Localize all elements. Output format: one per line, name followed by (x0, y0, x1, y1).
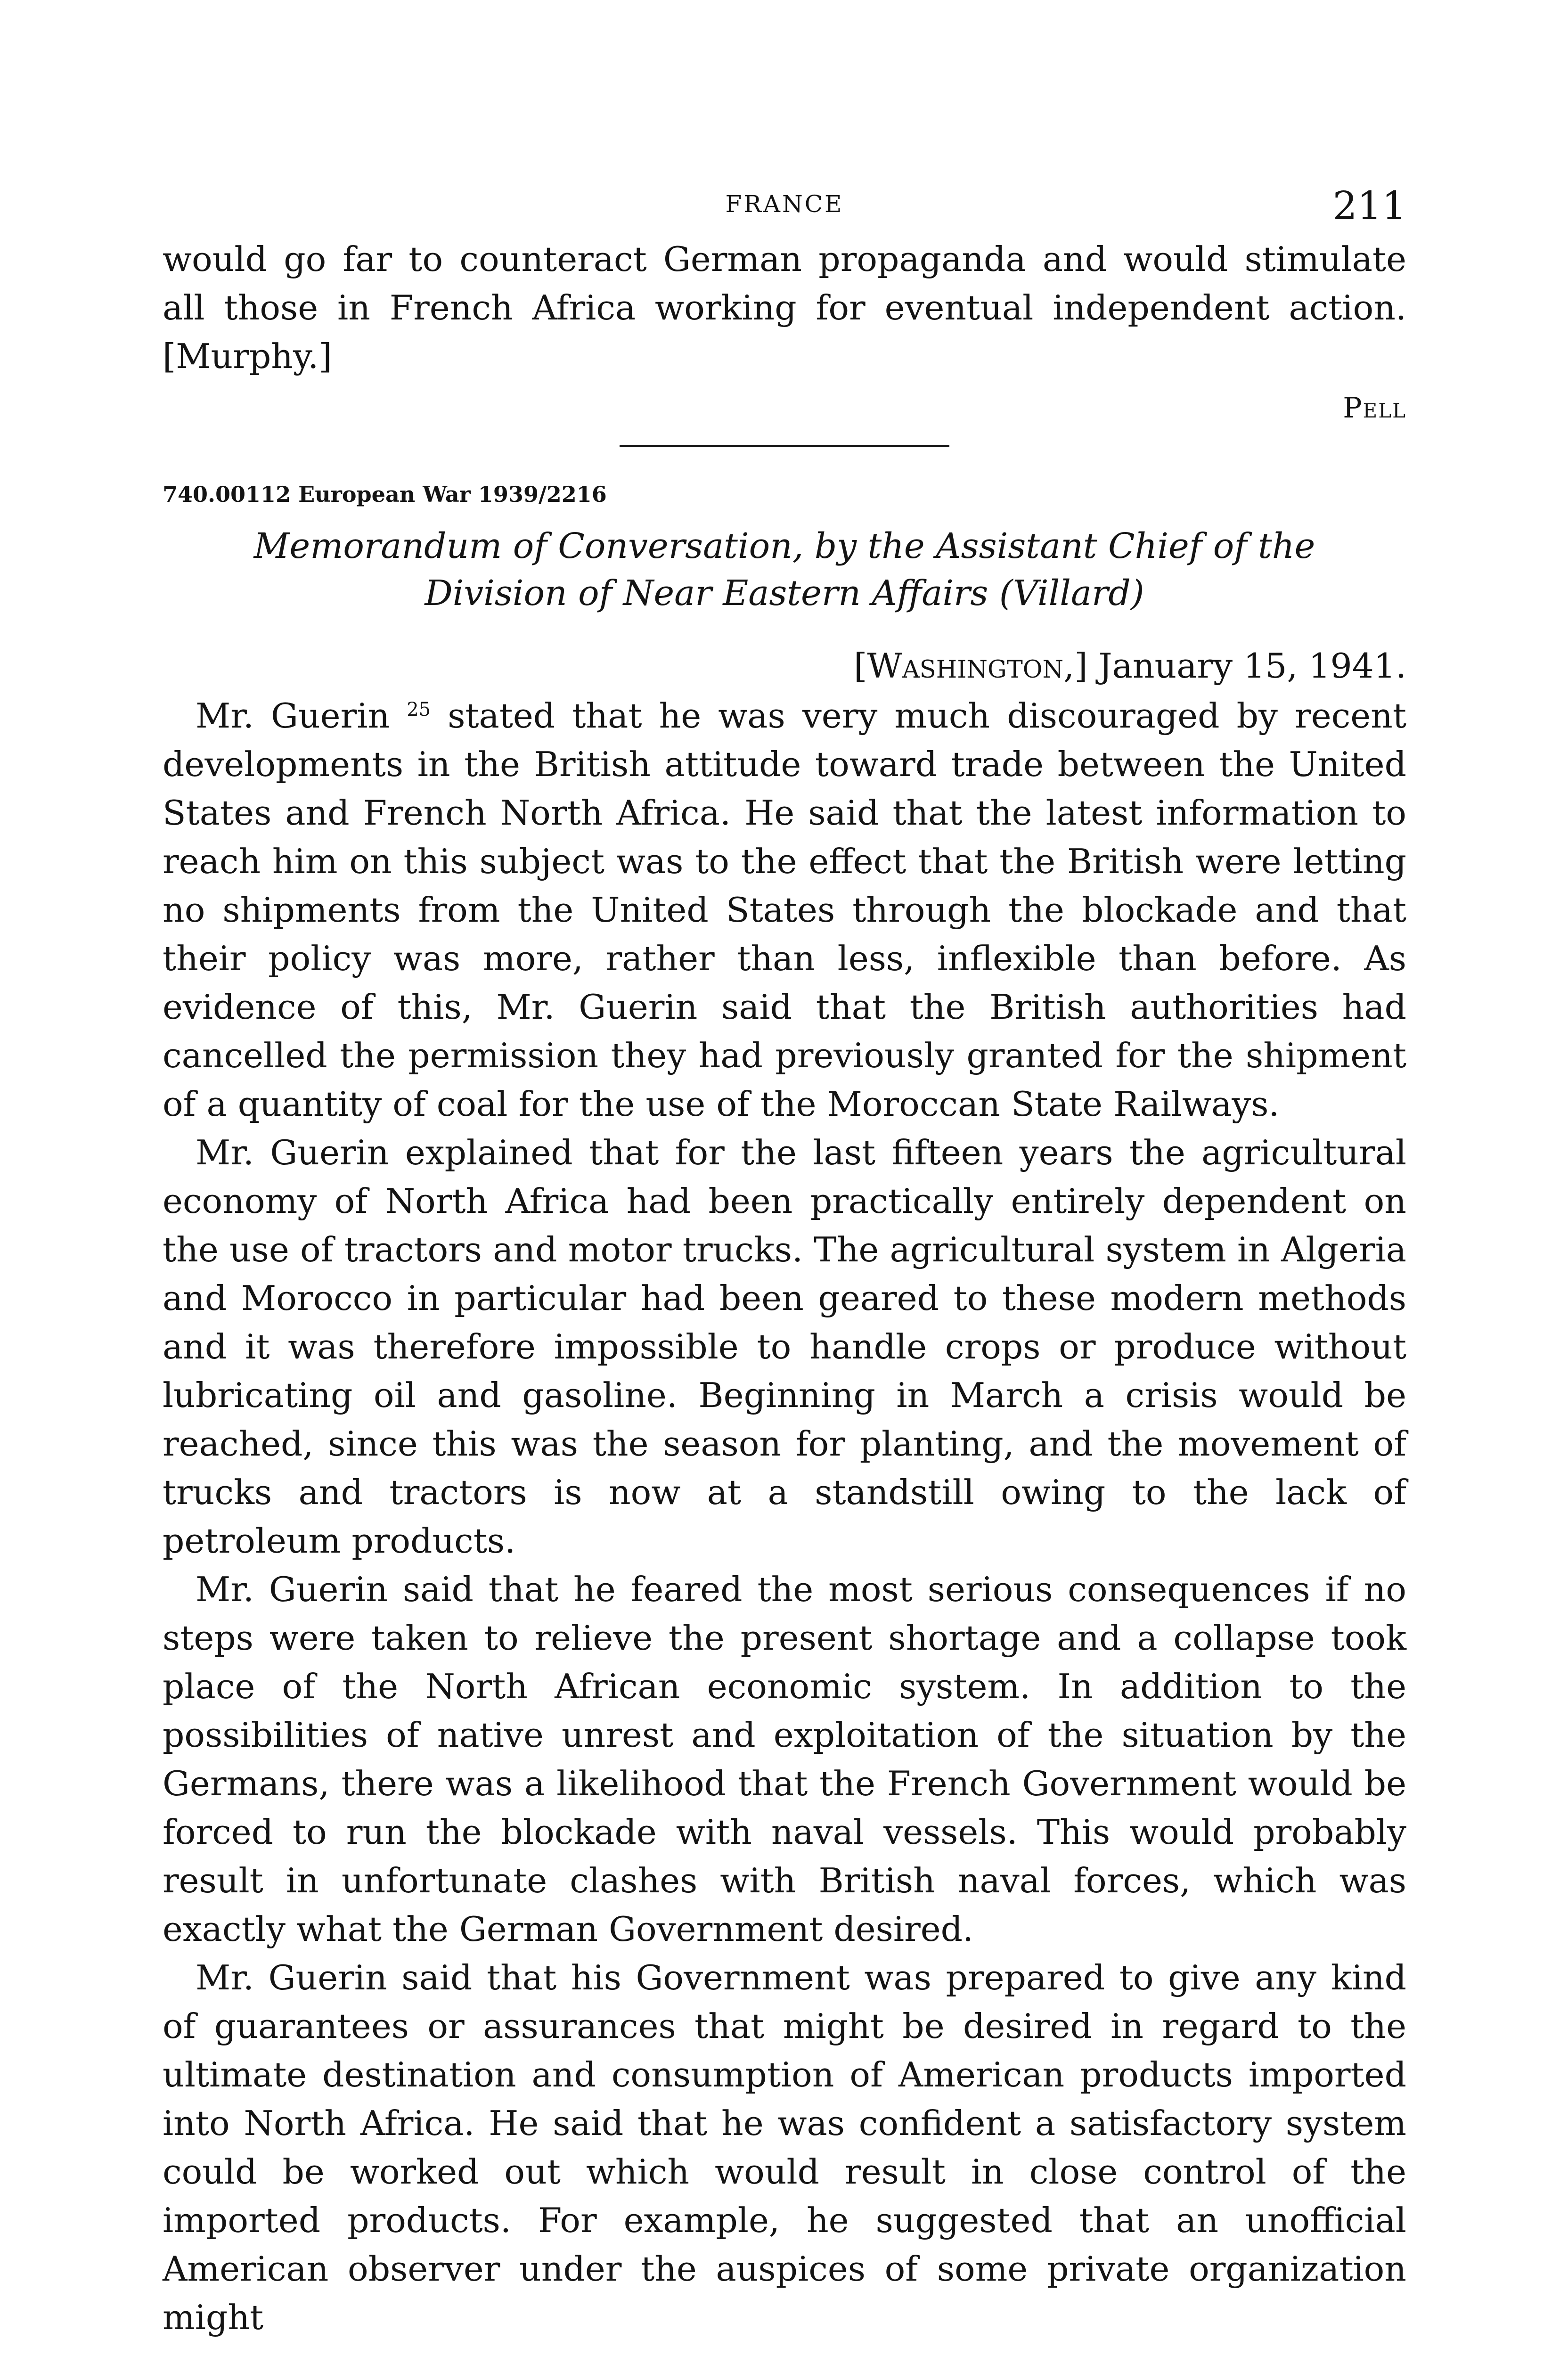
body-paragraph-2: Mr. Guerin explained that for the last fifteen years the agricultural economy of North Africa had been practically entirely dependent on the use of tractors and motor trucks. The agricultural system in Algeria and Morocco in particular had been geared to these modern methods and it was therefore impossible to handle crops or produce without lubricating oil and gasoline. Beginning in March a crisis would be reached, since this was the season for planting, and the movement of trucks and tractors is now at a standstill owing to the lack of petroleum products. (163, 1133, 1406, 1561)
paragraph-lead: Mr. Guerin (196, 696, 390, 736)
memo-body (163, 692, 1406, 2342)
dateline-place: [Washington,] (854, 646, 1088, 686)
running-title: FRANCE (725, 190, 844, 218)
signature: Pell (1343, 392, 1406, 425)
page-number: 211 (1332, 184, 1406, 229)
file-number: 740.00112 European War 1939/2216 (163, 482, 607, 507)
body-paragraph-4: Mr. Guerin said that his Government was prepared to give any kind of guarantees or assurances that might be desired in regard to the ultimate destination and consumption of American products imported into North Africa. He said that he was confident a satisfactory system could be worked out which would result in close control of the imported products. For example, he suggested that an unofficial American observer under the auspices of some private organization might (163, 1958, 1406, 2338)
footnote-reference: 25 (407, 698, 431, 720)
body-paragraph-3: Mr. Guerin said that he feared the most serious consequences if no steps were taken to relieve the present shortage and a collapse took place of the North African economic system. In addition to the possibilities of native unrest and exploitation of the situation by the Germans, there was a likelihood that the French Government would be forced to run the blockade with naval vessels. This would probably result in unfortunate clashes with British naval forces, which was exactly what the German Government desired. (163, 1570, 1406, 1949)
document-page (163, 184, 1406, 2356)
memo-title (163, 523, 1406, 617)
body-paragraph-1 (163, 692, 1406, 1129)
dateline-date: January 15, 1941. (1098, 646, 1406, 686)
section-divider (620, 445, 949, 447)
continuation-paragraph: would go far to counteract German propaganda and would stimulate all those in French Africa working for eventual independent action. [Murphy.] (163, 240, 1406, 376)
memo-title-line-2: Division of Near Eastern Affairs (Villard) (425, 573, 1144, 614)
dateline (163, 640, 1406, 692)
paragraph-text: stated that he was very much discouraged by recent developments in the British attitude toward trade between the United States and French North Africa. He said that the latest information to reach him on this subject was to the effect that the British were letting no shipments from the United States through the blockade and that their policy was more, rather than less, inflexible than before. As evidence of this, Mr. Guerin said that the British authorities had cancelled the permission they had previously granted for the shipment of a quantity of coal for the use of the Moroccan State Railways. (163, 696, 1406, 1124)
memo-title-line-1: Memorandum of Conversation, by the Assistant Chief of the (253, 526, 1315, 566)
running-header (163, 184, 1406, 236)
